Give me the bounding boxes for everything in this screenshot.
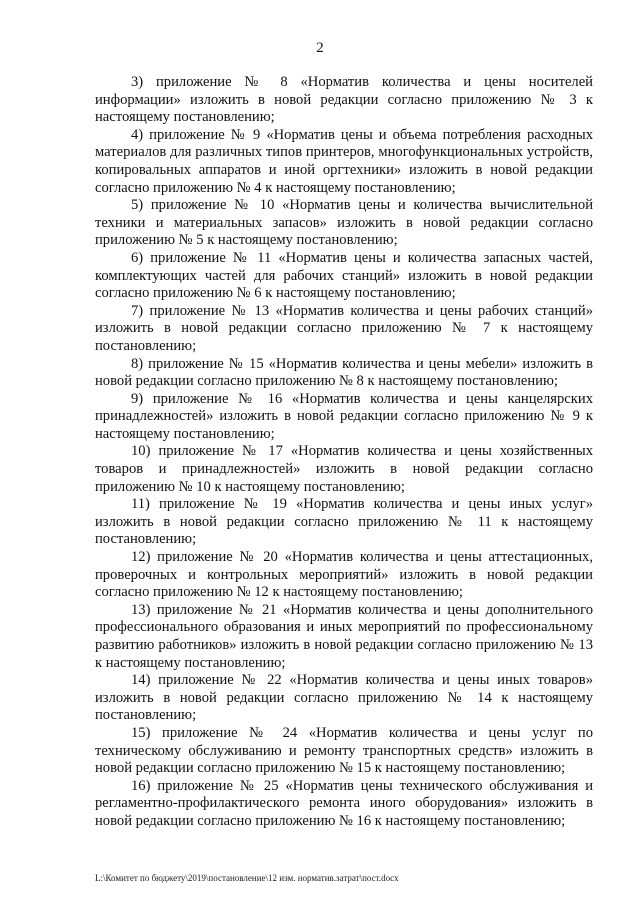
list-item: 4) приложение № 9 «Норматив цены и объема потребления расходных материалов для различных типов принтеров, многофункциональных устройств, копировальных аппаратов и иной оргтехники» изложить в новой редакции согласно приложению № 4 к настоящему постановлению;	[95, 126, 593, 196]
list-item: 16) приложение № 25 «Норматив цены технического обслуживания и регламентно-профилактического ремонта иного оборудования» изложить в новой редакции согласно приложению № 16 к настоящему постановлению;	[95, 777, 593, 829]
list-item: 9) приложение № 16 «Норматив количества и цены канцелярских принадлежностей» изложить в новой редакции согласно приложению № 9 к настоящему постановлению;	[95, 390, 593, 442]
list-item: 13) приложение № 21 «Норматив количества и цены дополнительного профессионального образования и иных мероприятий по профессиональному развитию работников» изложить в новой редакции согласно приложению № 13 к настоящему постановлению;	[95, 601, 593, 671]
list-item: 14) приложение № 22 «Норматив количества и цены иных товаров» изложить в новой редакции согласно приложению № 14 к настоящему постановлению;	[95, 672, 593, 724]
list-item: 5) приложение № 10 «Норматив цены и количества вычислительной техники и материальных запасов» изложить в новой редакции согласно приложению № 5 к настоящему постановлению;	[95, 197, 593, 249]
list-item: 10) приложение № 17 «Норматив количества и цены хозяйственных товаров и принадлежностей» изложить в новой редакции согласно приложению № 10 к настоящему постановлению;	[95, 443, 593, 495]
list-item: 3) приложение № 8 «Норматив количества и цены носителей информации» изложить в новой редакции согласно приложению № 3 к настоящему постановлению;	[95, 74, 593, 126]
list-item: 11) приложение № 19 «Норматив количества и цены иных услуг» изложить в новой редакции согласно приложению № 11 к настоящему постановлению;	[95, 496, 593, 548]
list-item: 6) приложение № 11 «Норматив цены и количества запасных частей, комплектующих частей для рабочих станций» изложить в новой редакции согласно приложению № 6 к настоящему постановлению;	[95, 249, 593, 302]
document-body	[95, 74, 593, 831]
list-item: 15) приложение № 24 «Норматив количества и цены услуг по техническому обслуживанию и ремонту транспортных средств» изложить в новой редакции согласно приложению № 15 к настоящему постановлению;	[95, 724, 593, 777]
list-item: 12) приложение № 20 «Норматив количества и цены аттестационных, проверочных и контрольных мероприятий» изложить в новой редакции согласно приложению № 12 к настоящему постановлению;	[95, 549, 593, 601]
file-path-footer: L:\Комитет по бюджету\2019\постановление\12 изм. норматив.затрат\пост.docx	[95, 873, 399, 883]
list-item: 7) приложение № 13 «Норматив количества и цены рабочих станций» изложить в новой редакции согласно приложению № 7 к настоящему постановлению;	[95, 302, 593, 354]
list-item: 8) приложение № 15 «Норматив количества и цены мебели» изложить в новой редакции согласно приложению № 8 к настоящему постановлению;	[95, 355, 593, 390]
page-number: 2	[316, 40, 324, 56]
